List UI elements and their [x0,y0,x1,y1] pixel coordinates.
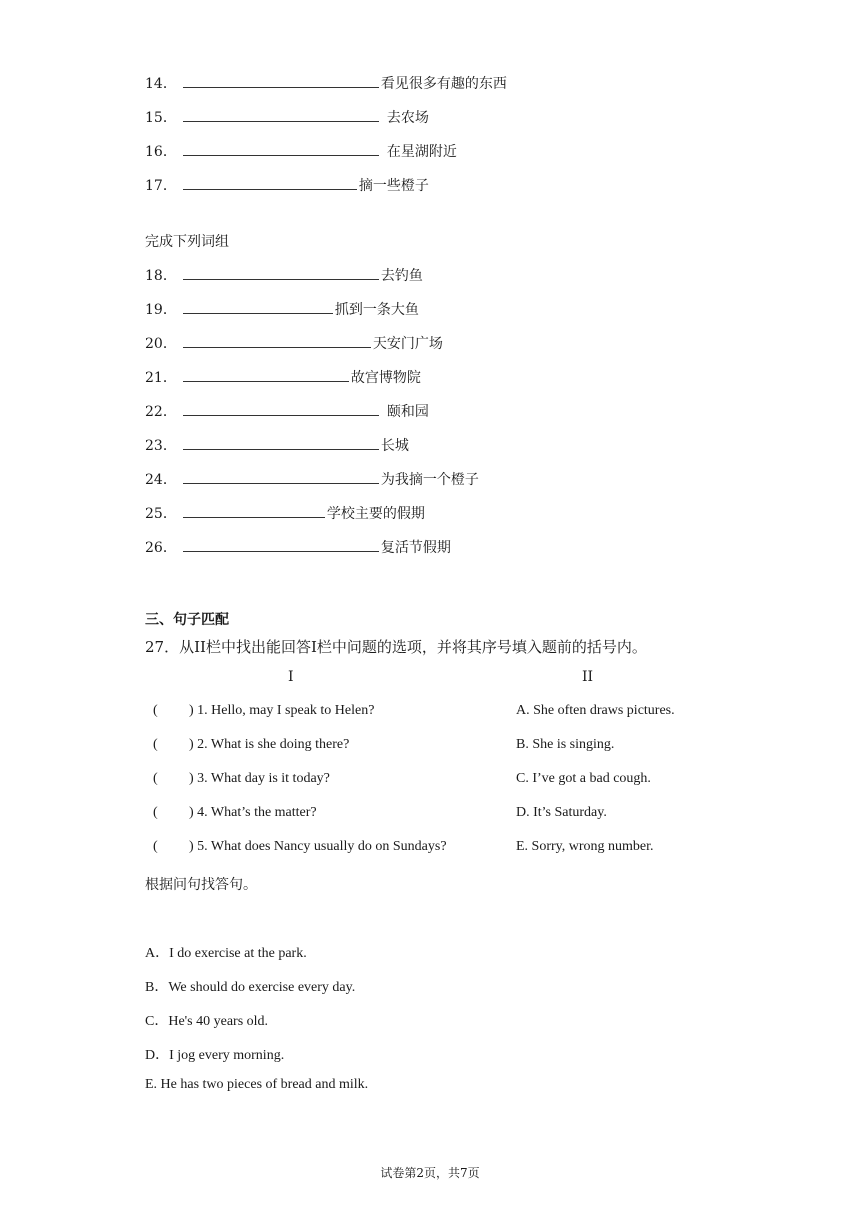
match-question-2 [153,737,349,753]
complete-phrases-title: 完成下列词组 [145,234,229,250]
answer-blank[interactable] [183,505,325,518]
phrase-chinese: 看见很多有趣的东西 [380,76,507,92]
match-question-text: ) 4. What’s the matter? [189,805,317,820]
section-title: 三、句子匹配 [145,612,229,628]
option-e: E. He has two pieces of bread and milk. [145,1077,369,1092]
match-answer-c: C. I’ve got a bad cough. [516,771,651,786]
question-27-prompt: 27．从II栏中找出能回答I栏中问题的选项，并将其序号填入题前的括号内。 [145,638,647,656]
phrase-number: 16． [145,144,177,160]
phrase-chinese: 复活节假期 [380,540,451,556]
phrase-row-14 [145,73,507,93]
match-question-1 [153,703,374,719]
answer-blank[interactable] [183,335,371,348]
column-head-i: I [288,669,294,685]
phrase-row-17 [145,175,429,195]
answer-blank[interactable] [183,143,379,156]
phrase-number: 26． [145,540,177,556]
answer-blank[interactable] [183,437,379,450]
answer-blank[interactable] [183,109,379,122]
phrase-row-23 [145,435,409,455]
match-question-text: ) 2. What is she doing there? [189,737,350,752]
phrase-row-24 [145,469,479,489]
phrase-chinese: 长城 [380,438,409,454]
option-d: D．I jog every morning. [145,1048,285,1063]
page-footer: 试卷第2页，共7页 [380,1166,480,1180]
answer-instruction: 根据问句找答句。 [145,877,257,893]
phrase-chinese: 在星湖附近 [386,144,457,160]
phrase-number: 15． [145,110,177,126]
column-head-ii: II [582,669,594,685]
answer-blank[interactable] [183,403,379,416]
match-answer-e: E. Sorry, wrong number. [516,839,654,854]
answer-blank[interactable] [183,75,379,88]
answer-paren[interactable]: ( [153,703,158,718]
option-b: B．We should do exercise every day. [145,980,356,995]
phrase-row-19 [145,299,419,319]
match-answer-b: B. She is singing. [516,737,615,752]
match-answer-d: D. It’s Saturday. [516,805,607,820]
phrase-chinese: 去农场 [386,110,429,126]
phrase-chinese: 抓到一条大鱼 [334,302,419,318]
phrase-row-26 [145,537,451,557]
phrase-chinese: 学校主要的假期 [326,506,425,522]
phrase-row-22 [145,401,429,421]
match-answer-a: A. She often draws pictures. [516,703,675,718]
phrase-chinese: 颐和园 [386,404,429,420]
answer-paren[interactable]: ( [153,737,158,752]
phrase-number: 14． [145,76,177,92]
match-question-text: ) 1. Hello, may I speak to Helen? [189,703,375,718]
answer-paren[interactable]: ( [153,771,158,786]
answer-blank[interactable] [183,539,379,552]
phrase-number: 24． [145,472,177,488]
phrase-number: 20． [145,336,177,352]
phrase-row-25 [145,503,425,523]
phrase-chinese: 为我摘一个橙子 [380,472,479,488]
phrase-row-16 [145,141,457,161]
answer-blank[interactable] [183,177,357,190]
match-question-4 [153,805,317,821]
phrase-number: 18． [145,268,177,284]
phrase-row-20 [145,333,443,353]
match-question-3 [153,771,330,787]
phrase-chinese: 故宫博物院 [350,370,421,386]
answer-paren[interactable]: ( [153,805,158,820]
answer-blank[interactable] [183,301,333,314]
phrase-number: 19． [145,302,177,318]
phrase-row-15 [145,107,429,127]
answer-blank[interactable] [183,267,379,280]
answer-blank[interactable] [183,471,379,484]
phrase-row-21 [145,367,421,387]
phrase-chinese: 去钓鱼 [380,268,423,284]
match-question-5 [153,839,447,855]
option-a: A．I do exercise at the park. [145,946,307,961]
phrase-number: 22． [145,404,177,420]
phrase-number: 17． [145,178,177,194]
phrase-chinese: 摘一些橙子 [358,178,429,194]
match-question-text: ) 3. What day is it today? [189,771,330,786]
match-question-text: ) 5. What does Nancy usually do on Sundays? [189,839,447,854]
answer-blank[interactable] [183,369,349,382]
answer-paren[interactable]: ( [153,839,158,854]
phrase-row-18 [145,265,423,285]
option-c: C．He's 40 years old. [145,1014,269,1029]
phrase-number: 21． [145,370,177,386]
phrase-number: 25． [145,506,177,522]
phrase-chinese: 天安门广场 [372,336,443,352]
phrase-number: 23． [145,438,177,454]
